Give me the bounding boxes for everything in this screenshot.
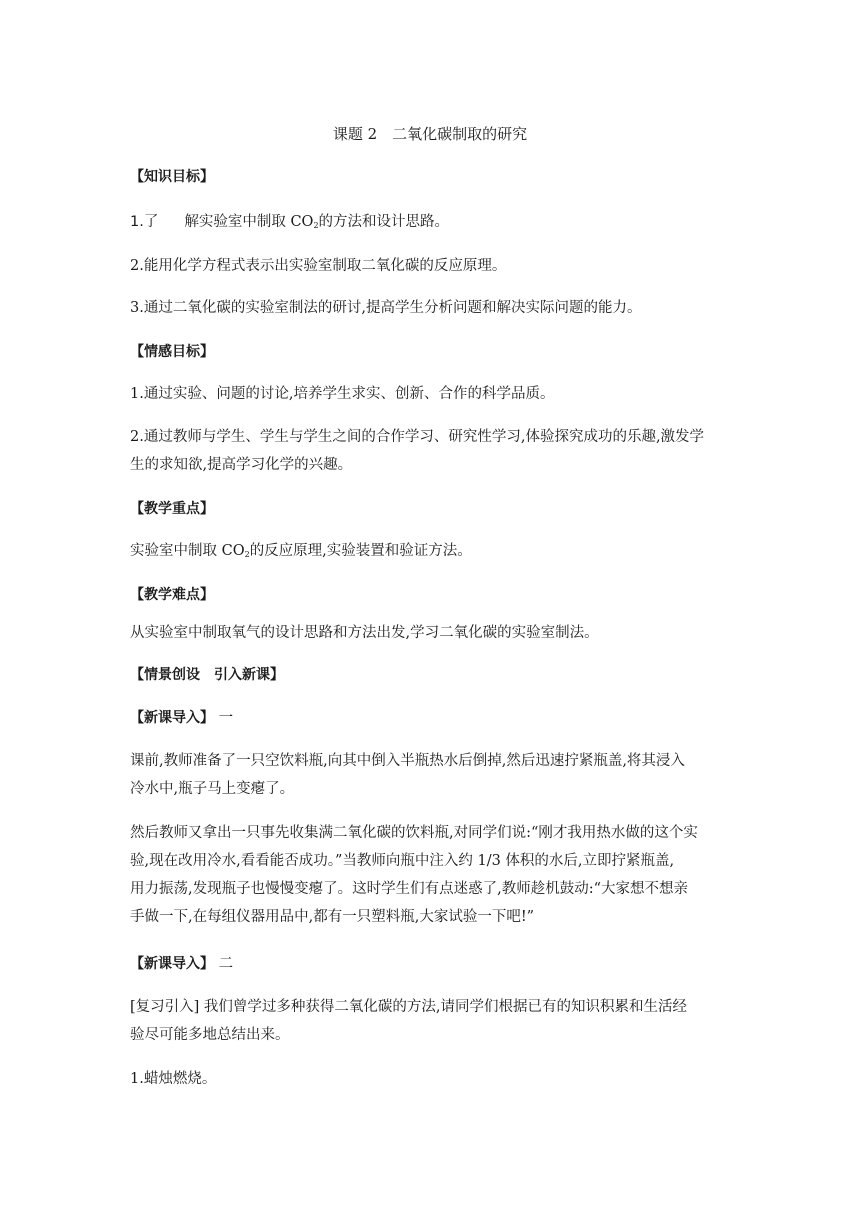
difficulty-heading: 【教学难点】 [130, 587, 214, 603]
co2-subscript: 2 [244, 550, 250, 559]
scene-heading: 【情景创设 引入新课】 [130, 667, 284, 683]
intro-1-para-2-line-3: 用力振荡,发现瓶子也慢慢变瘪了。这时学生们有点迷惑了,教师趁机鼓动:“大家想不想亲 [130, 881, 689, 897]
intro-1-heading-suffix: 一 [214, 710, 234, 726]
knowledge-item-1-prefix: 1.了 [130, 214, 159, 230]
intro-1-heading: 【新课导入】 [130, 710, 214, 726]
knowledge-item-1-text: 解实验室中制取 CO [184, 214, 314, 230]
key-point-text-after: 的反应原理,实验装置和验证方法。 [249, 543, 472, 559]
page-title: 课题 2 二氧化碳制取的研究 [332, 125, 528, 143]
intro-1-para-2-line-1: 然后教师又拿出一只事先收集满二氧化碳的饮料瓶,对同学们说:“刚才我用热水做的这个实 [130, 825, 698, 841]
intro-2-heading-suffix: 二 [214, 956, 234, 972]
knowledge-item-1-suffix: 的方法和设计思路。 [318, 214, 450, 230]
knowledge-item-3: 3.通过二氧化碳的实验室制法的研讨,提高学生分析问题和解决实际问题的能力。 [130, 300, 642, 316]
intro-1-para-2-line-4: 手做一下,在每组仪器用品中,都有一只塑料瓶,大家试验一下吧!” [130, 909, 535, 925]
intro-1-para-1-line-2: 冷水中,瓶子马上变瘪了。 [130, 781, 295, 797]
intro-1-heading-line [130, 707, 740, 729]
emotion-item-2-line-2: 生的求知欲,提高学习化学的兴趣。 [130, 457, 353, 473]
knowledge-goals-heading: 【知识目标】 [130, 169, 214, 185]
intro-2-para-1-line-1: [复习引入] 我们曾学过多种获得二氧化碳的方法,请同学们根据已有的知识积累和生活经 [130, 999, 688, 1015]
intro-1-para-2-line-2: 验,现在改用冷水,看看能否成功。”当教师向瓶中注入约 1/3 体积的水后,立即拧紧瓶盖, [130, 853, 675, 869]
intro-2-para-1-line-2: 验尽可能多地总结出来。 [130, 1027, 290, 1043]
knowledge-item-2: 2.能用化学方程式表示出实验室制取二氧化碳的反应原理。 [130, 258, 507, 274]
knowledge-item-1 [130, 211, 740, 233]
difficulty-text: 从实验室中制取氧气的设计思路和方法出发,学习二氧化碳的实验室制法。 [130, 625, 599, 641]
intro-2-heading: 【新课导入】 [130, 956, 214, 972]
emotion-item-2-line-1: 2.通过教师与学生、学生与学生之间的合作学习、研究性学习,体验探究成功的乐趣,激发学 [130, 429, 705, 445]
key-point-text-before: 实验室中制取 CO [130, 543, 245, 559]
key-point-heading: 【教学重点】 [130, 501, 214, 517]
emotion-goals-heading: 【情感目标】 [130, 344, 214, 360]
intro-1-para-1-line-1: 课前,教师准备了一只空饮料瓶,向其中倒入半瓶热水后倒掉,然后迅速拧紧瓶盖,将其浸入 [130, 753, 685, 769]
key-point-text [130, 540, 740, 562]
emotion-item-1: 1.通过实验、问题的讨论,培养学生求实、创新、合作的科学品质。 [130, 386, 555, 402]
intro-2-item-1: 1.蜡烛燃烧。 [130, 1071, 217, 1087]
intro-2-heading-line [130, 953, 740, 975]
co2-subscript: 2 [313, 221, 319, 230]
